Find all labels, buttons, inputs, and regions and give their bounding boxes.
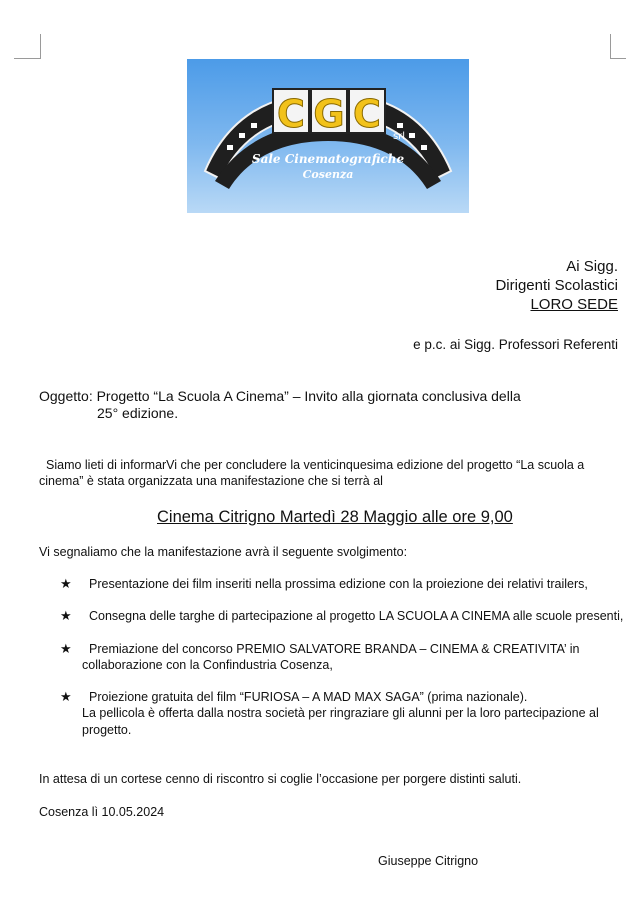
bullet-star-icon: ★ [60,641,72,656]
program-item: Premiazione del concorso PREMIO SALVATORE BRANDA – CINEMA & CREATIVITA’ in [89,642,580,656]
intro-line1: Siamo lieti di informarVi che per concludere la venticinquesima edizione del progetto “La scuola a [46,458,585,472]
program-item: Presentazione dei film inseriti nella prossima edizione con la proiezione dei relativi trailers, [89,577,588,591]
logo-suffix: srl [392,131,406,142]
program-intro: Vi segnaliamo che la manifestazione avrà il seguente svolgimento: [39,545,408,559]
logo-line2: Cosenza [302,168,354,181]
cc-line: e p.c. ai Sigg. Professori Referenti [413,337,618,352]
logo-letter: C [277,92,305,136]
logo-letter: G [313,92,345,136]
bullet-star-icon: ★ [60,576,72,591]
bullet-star-icon: ★ [60,608,72,623]
program-item: Consegna delle targhe di partecipazione al progetto LA SCUOLA A CINEMA alle scuole presenti, [89,609,624,623]
recipient-line1: Ai Sigg. [566,258,618,275]
crop-mark [610,58,626,59]
place-date: Cosenza lì 10.05.2024 [39,805,165,819]
intro-line2: cinema” è stata organizzata una manifestazione che si terrà al [39,474,383,488]
program-item-continued: La pellicola è offerta dalla nostra società per ringraziare gli alunni per la loro partecipazione al [82,706,599,720]
recipient-line3: LORO SEDE [530,296,618,313]
program-item-continued: collaborazione con la Confindustria Cosenza, [82,658,333,672]
program-item-continued: progetto. [82,723,132,737]
event-highlight: Cinema Citrigno Martedì 28 Maggio alle ore 9,00 [157,508,513,526]
recipient-line2: Dirigenti Scolastici [495,277,618,294]
bullet-star-icon: ★ [60,689,72,704]
logo-letter: C [353,92,381,136]
subject-line1: Oggetto: Progetto “La Scuola A Cinema” – Invito alla giornata conclusiva della [39,388,521,404]
closing-text: In attesa di un cortese cenno di riscontro si coglie l’occasione per porgere distinti saluti. [39,772,522,786]
crop-mark [40,34,41,59]
crop-mark [14,58,41,59]
cgc-logo [187,59,469,213]
program-item: Proiezione gratuita del film “FURIOSA – A MAD MAX SAGA” (prima nazionale). [89,690,528,704]
logo-line1: Sale Cinematografiche [251,152,405,166]
signature: Giuseppe Citrigno [378,854,479,868]
film-strip-logo-graphic [187,59,469,213]
subject-line2: 25° edizione. [97,405,179,421]
crop-mark [610,34,611,59]
